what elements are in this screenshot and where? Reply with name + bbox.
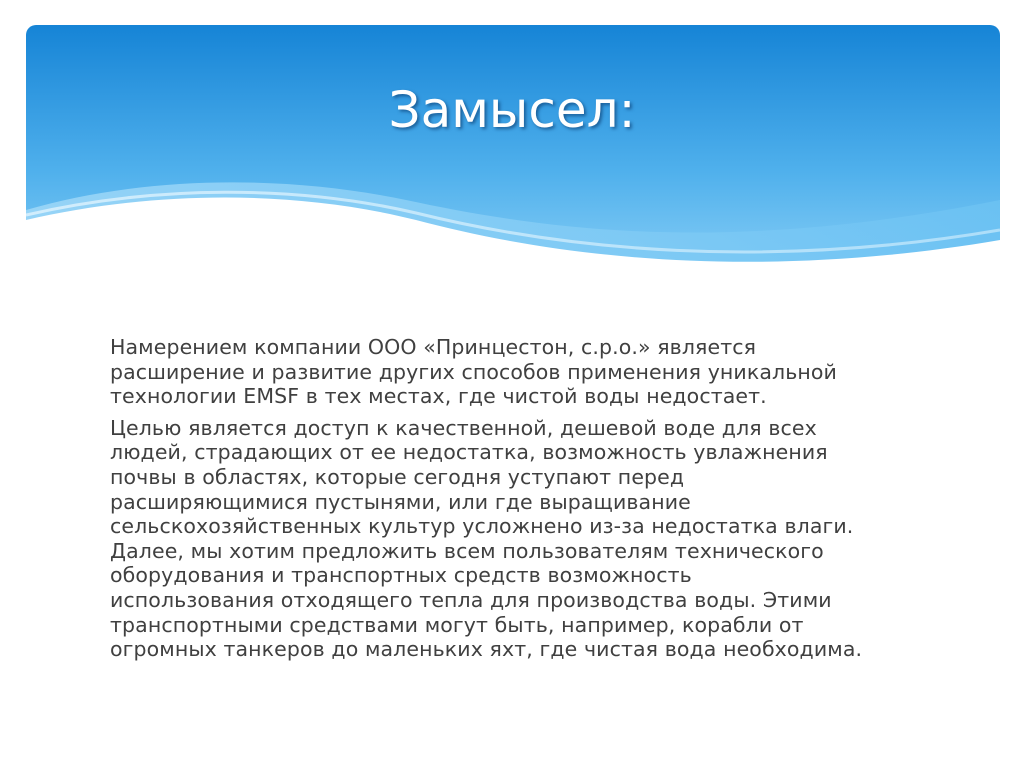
- text-line: технологии EMSF в тех местах, где чистой воды недостает.: [110, 384, 767, 409]
- paragraph-intent: [110, 335, 920, 409]
- paragraph-goal: [110, 416, 920, 662]
- text-line: людей, страдающих от ее недостатка, возможность увлажнения: [110, 440, 828, 465]
- text-line: расширение и развитие других способов применения уникальной: [110, 359, 837, 384]
- text-line: Намерением компании ООО «Принцестон, с.р.о.» является: [110, 335, 757, 359]
- header-wave-banner: [26, 25, 1000, 290]
- wave-background: [26, 25, 1000, 290]
- text-line: почвы в областях, которые сегодня уступают перед: [110, 464, 685, 489]
- text-line: сельскохозяйственных культур усложнено из-за недостатка влаги.: [110, 514, 854, 539]
- text-line: оборудования и транспортных средств возможность: [110, 563, 692, 588]
- slide-title: Замысел:: [388, 81, 636, 139]
- text-line: использования отходящего тепла для производства воды. Этими: [110, 587, 832, 612]
- text-line: Целью является доступ к качественной, дешевой воде для всех: [110, 415, 817, 440]
- text-line: Далее, мы хотим предложить всем пользователям технического: [110, 538, 824, 563]
- slide-body: [110, 335, 920, 669]
- text-line: транспортными средствами могут быть, например, корабли от: [110, 612, 804, 637]
- text-line: расширяющимися пустынями, или где выращивание: [110, 489, 691, 514]
- text-line: огромных танкеров до маленьких яхт, где чистая вода необходима.: [110, 637, 863, 662]
